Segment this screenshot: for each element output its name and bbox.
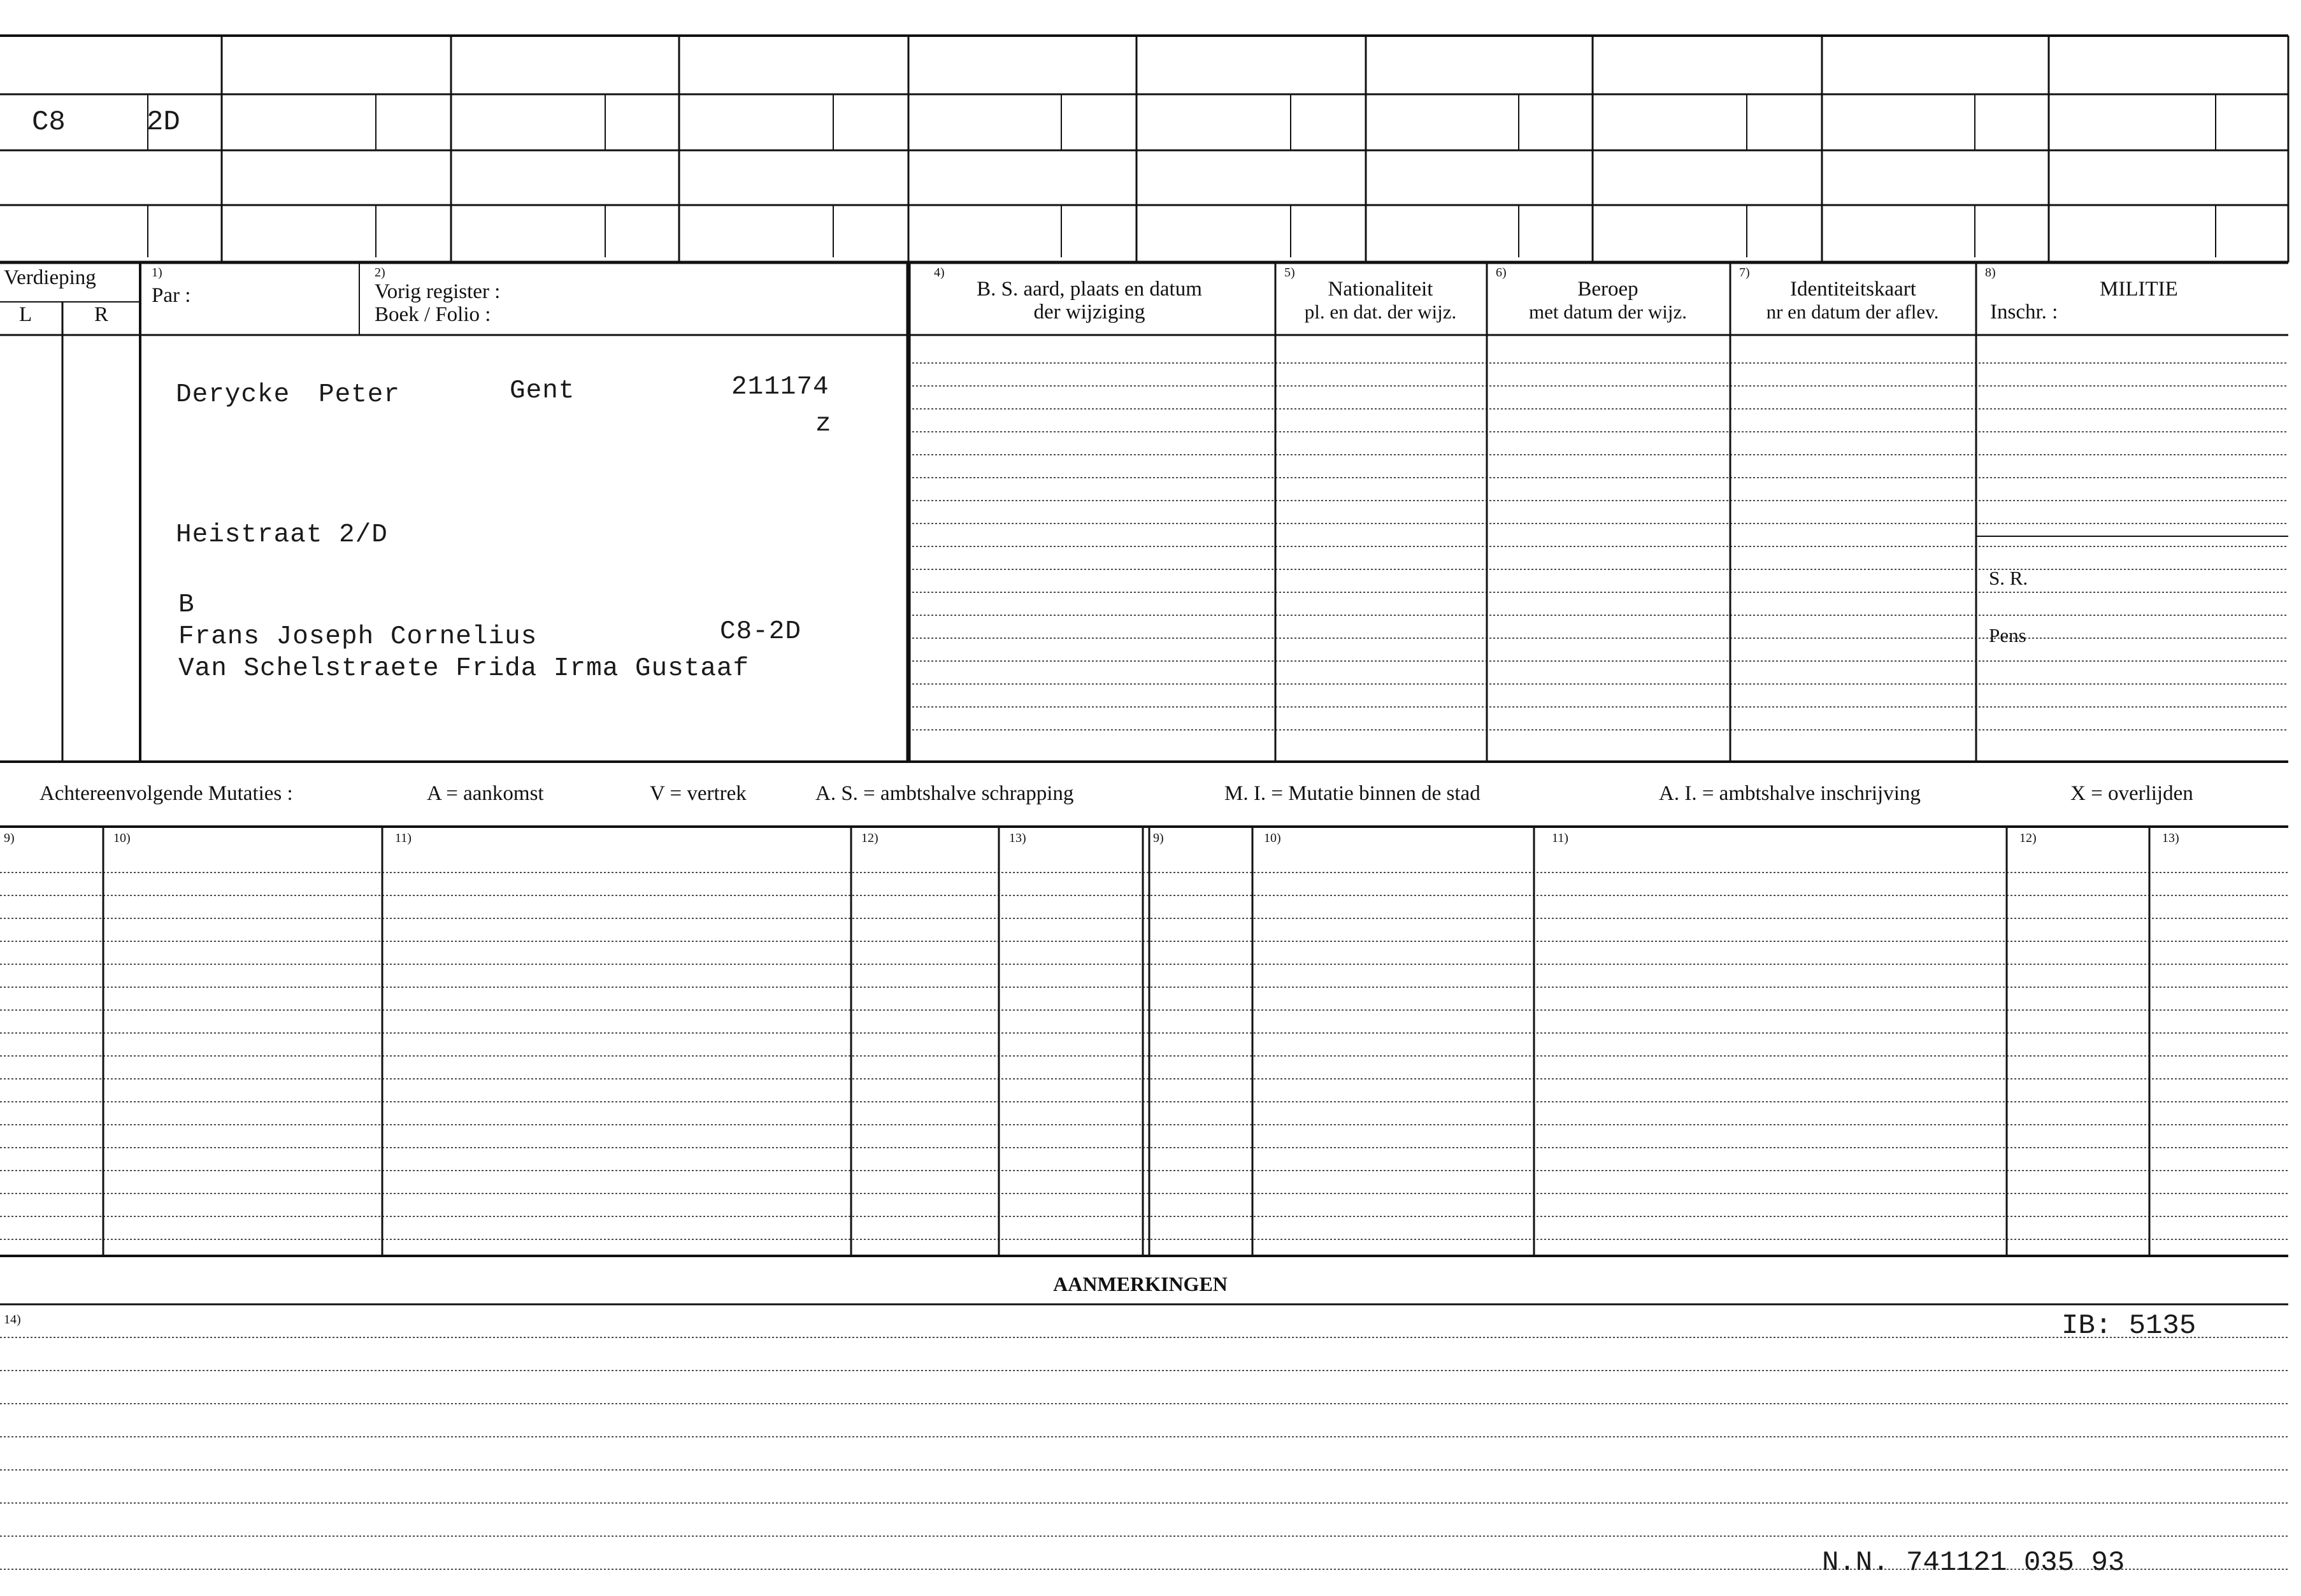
pens-label: Pens <box>1989 624 2026 646</box>
ledger-value-2d: 2D <box>147 106 180 138</box>
verdieping-label: Verdieping <box>4 266 96 289</box>
mut-col-10-left: 10) <box>113 831 131 845</box>
first-name: Peter <box>319 380 401 410</box>
father-name: Frans Joseph Cornelius <box>178 622 538 652</box>
mutation-x-legend: X = overlijden <box>2070 782 2193 805</box>
field-number-6: 6) <box>1496 266 1507 280</box>
id-card-header-line2: nr en datum der aflev. <box>1766 301 1939 323</box>
field-number-4: 4) <box>934 266 945 280</box>
mut-col-9-right: 9) <box>1153 831 1164 845</box>
militie-header: MILITIE <box>2100 278 2178 301</box>
birth-place: Gent <box>510 376 575 406</box>
ledger-value-c8: C8 <box>32 106 66 138</box>
beroep-header-line1: Beroep <box>1577 278 1638 301</box>
mut-col-10-right: 10) <box>1264 831 1281 845</box>
mother-name: Van Schelstraete Frida Irma Gustaaf <box>178 654 750 683</box>
field-number-14: 14) <box>4 1313 21 1327</box>
ib-reference: IB: 5135 <box>2061 1310 2197 1342</box>
bs-header-line1: B. S. aard, plaats en datum <box>977 278 1202 301</box>
sex-marker: z <box>815 410 832 439</box>
beroep-header-line2: met datum der wijz. <box>1529 301 1687 323</box>
bs-header-line2: der wijziging <box>1033 301 1145 324</box>
birth-date: 211174 <box>731 373 829 402</box>
inschr-label: Inschr. : <box>1990 301 2058 324</box>
nationality-header-line1: Nationaliteit <box>1328 278 1433 301</box>
mut-col-12-right: 12) <box>2019 831 2037 845</box>
mutation-mi-legend: M. I. = Mutatie binnen de stad <box>1224 782 1480 805</box>
field-number-1: 1) <box>152 266 162 280</box>
mut-col-9-left: 9) <box>4 831 15 845</box>
address: Heistraat 2/D <box>176 520 388 550</box>
mutations-label: Achtereenvolgende Mutaties : <box>39 782 293 805</box>
id-card-header-line1: Identiteitskaart <box>1790 278 1916 301</box>
remarks-title: AANMERKINGEN <box>1053 1272 1228 1295</box>
mut-col-13-left: 13) <box>1009 831 1026 845</box>
mut-col-11-right: 11) <box>1552 831 1568 845</box>
nationality-header-line2: pl. en dat. der wijz. <box>1304 301 1457 323</box>
field-number-7: 7) <box>1739 266 1750 280</box>
record-code: C8-2D <box>720 617 802 646</box>
mutation-ai-legend: A. I. = ambtshalve inschrijving <box>1659 782 1921 805</box>
national-number: N.N. 741121 035 93 <box>1822 1547 2125 1579</box>
mutation-v-legend: V = vertrek <box>650 782 747 805</box>
surname: Derycke <box>176 380 290 410</box>
par-label: Par : <box>152 284 191 307</box>
field-number-5: 5) <box>1284 266 1295 280</box>
floor-left-label: L <box>19 303 32 326</box>
vorig-register-label: Vorig register : <box>375 280 501 303</box>
boek-folio-label: Boek / Folio : <box>375 303 491 326</box>
mutation-as-legend: A. S. = ambtshalve schrapping <box>815 782 1074 805</box>
record-letter: B <box>178 590 195 620</box>
mutation-a-legend: A = aankomst <box>427 782 544 805</box>
mut-col-13-right: 13) <box>2162 831 2179 845</box>
sr-label: S. R. <box>1989 567 2028 589</box>
floor-right-label: R <box>94 303 109 326</box>
mut-col-11-left: 11) <box>395 831 412 845</box>
field-number-8: 8) <box>1985 266 1996 280</box>
field-number-2: 2) <box>375 266 385 280</box>
mut-col-12-left: 12) <box>861 831 878 845</box>
